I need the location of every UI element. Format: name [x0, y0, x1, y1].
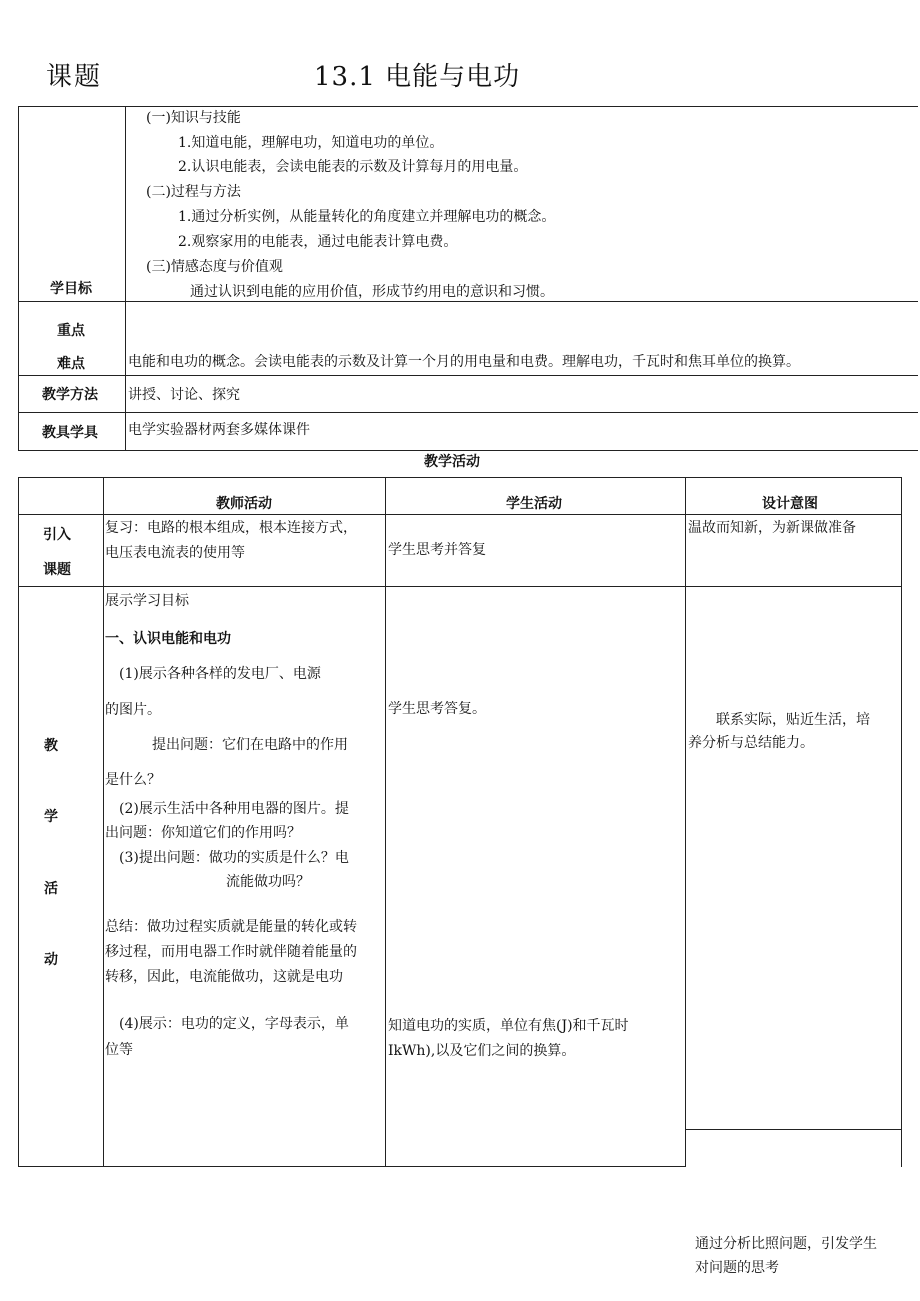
summary-text: 移过程，而用电器工作时就伴随着能量的 [105, 944, 357, 960]
method-label: 教学方法 [42, 387, 98, 403]
tools-text: 电学实验器材两套多媒体课件 [128, 422, 310, 438]
objectives-label: 学目标 [50, 281, 92, 297]
main-side-label: 活 [44, 881, 58, 897]
intro-teacher-text: 复习：电路的根本组成，根本连接方式， [105, 520, 357, 536]
student-text: 知道电功的实质，单位有焦(J)和千瓦时 [388, 1018, 629, 1034]
objective-item: 1.通过分析实例，从能量转化的角度建立并理解电功的概念。 [178, 209, 556, 225]
header-design-intent: 设计意图 [762, 496, 818, 512]
teacher-text: 的图片。 [105, 702, 161, 718]
student-text: 学生思考答复。 [388, 701, 486, 717]
difficult-label: 难点 [57, 356, 85, 372]
main-side-label: 动 [44, 952, 58, 968]
show-goals-text: 展示学习目标 [105, 593, 189, 609]
teacher-text: 流能做功吗？ [226, 874, 310, 890]
objective-heading-3: (三)情感态度与价值观 [146, 259, 283, 275]
teacher-text: (4)展示：电功的定义，字母表示，单 [119, 1016, 349, 1032]
teacher-text: 位等 [105, 1042, 133, 1058]
header-label: 课题 [46, 62, 103, 92]
key-label: 重点 [57, 323, 85, 339]
summary-text: 总结：做功过程实质就是能量的转化或转 [105, 919, 357, 935]
main-side-label: 学 [44, 809, 58, 825]
summary-text: 转移，因此，电流能做功，这就是电功 [105, 969, 343, 985]
header-teacher-activity: 教师活动 [216, 496, 272, 512]
intro-student-text: 学生思考并答复 [388, 542, 486, 558]
design-text: 养分析与总结能力。 [688, 735, 814, 751]
objective-item: 2.观察家用的电能表，通过电能表计算电费。 [178, 234, 458, 250]
intro-teacher-text: 电压表电流表的使用等 [105, 545, 245, 561]
intro-label: 引入 [43, 527, 71, 543]
teacher-text: (3)提出问题：做功的实质是什么？电 [119, 850, 349, 866]
header-student-activity: 学生活动 [506, 496, 562, 512]
teacher-text: 提出问题：它们在电路中的作用 [152, 737, 348, 753]
objective-item: 2.认识电能表，会读电能表的示数及计算每月的用电量。 [178, 159, 528, 175]
objective-heading-1: (一)知识与技能 [146, 110, 241, 126]
footer-text: 对问题的思考 [695, 1260, 779, 1276]
method-text: 讲授、讨论、探究 [128, 387, 240, 403]
key-text: 电能和电功的概念。会读电能表的示数及计算一个月的用电量和电费。理解电功，千瓦时和焦耳单位的换算。 [128, 354, 800, 370]
footer-text: 通过分析比照问题，引发学生 [695, 1236, 877, 1252]
teacher-text: 是什么？ [105, 772, 161, 788]
objective-heading-2: (二)过程与方法 [146, 184, 241, 200]
section-heading: 一、认识电能和电功 [105, 631, 231, 647]
main-side-label: 教 [44, 738, 58, 754]
objective-item: 通过认识到电能的应用价值，形成节约用电的意识和习惯。 [190, 284, 554, 300]
intro-design-text: 温故而知新，为新课做准备 [688, 520, 856, 536]
design-text: 联系实际，贴近生活，培 [716, 712, 870, 728]
intro-label: 课题 [43, 562, 71, 578]
teacher-text: (2)展示生活中各种用电器的图片。提 [119, 801, 349, 817]
teacher-text: 出问题：你知道它们的作用吗？ [105, 825, 301, 841]
teacher-text: (1)展示各种各样的发电厂、电源 [119, 666, 321, 682]
page-title: 13.1 电能与电功 [314, 62, 521, 92]
activity-title: 教学活动 [424, 454, 480, 470]
tools-label: 教具学具 [42, 425, 98, 441]
student-text: IkWh),以及它们之间的换算。 [388, 1043, 576, 1059]
objective-item: 1.知道电能，理解电功，知道电功的单位。 [178, 135, 444, 151]
